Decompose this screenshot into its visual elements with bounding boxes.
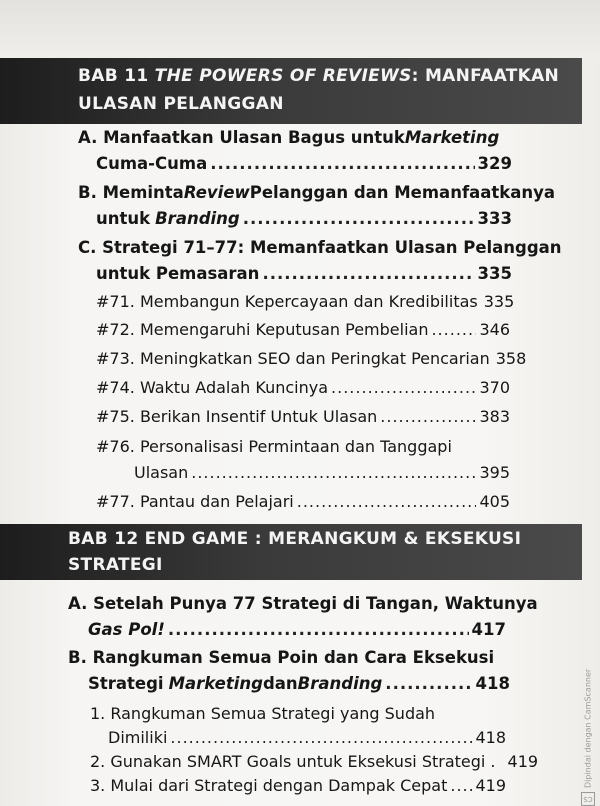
page-top-shadow	[0, 0, 600, 58]
toc-item-12-1-title[interactable]: 1. Rangkuman Semua Strategi yang Sudah	[90, 704, 436, 723]
toc-item-12-3[interactable]: 3. Mulai dari Strategi dengan Dampak Cepat ..... 419	[90, 776, 506, 795]
toc-item-76-entry[interactable]: Ulasan ..... 395	[134, 463, 510, 482]
section-a-title[interactable]: A. Manfaatkan Ulasan Bagus untuk Marketing	[78, 128, 500, 147]
toc-item-75[interactable]: #75. Berikan Insentif Untuk Ulasan ..... 383	[96, 407, 510, 426]
section-12b-title[interactable]: B. Rangkuman Semua Poin dan Cara Eksekusi	[68, 648, 495, 667]
section-b-entry[interactable]: untuk Branding ..... 333	[96, 209, 512, 228]
toc-item-12-2[interactable]: 2. Gunakan SMART Goals untuk Eksekusi Strategi . 419	[90, 752, 539, 771]
chapter-11-header	[0, 58, 582, 124]
toc-item-12-1-entry[interactable]: Dimiliki ..... 418	[108, 728, 506, 747]
section-a-entry[interactable]: Cuma-Cuma ..... 329	[96, 154, 512, 173]
chapter-11-title-line2: ULASAN PELANGGAN	[78, 94, 284, 114]
camscanner-watermark: CS Dipindai dengan CamScanner	[579, 608, 597, 806]
section-12a-title[interactable]: A. Setelah Punya 77 Strategi di Tangan, Waktunya	[68, 594, 538, 613]
section-c-entry[interactable]: untuk Pemasaran ..... 335	[96, 264, 512, 283]
chapter-11-title-line1: BAB 11 THE POWERS OF REVIEWS: MANFAATKAN	[78, 66, 560, 86]
toc-item-74[interactable]: #74. Waktu Adalah Kuncinya ..... 370	[96, 378, 510, 397]
section-12b-entry[interactable]: Strategi Marketing dan Branding ..... 418	[88, 674, 510, 693]
toc-item-71[interactable]: #71. Membangun Kepercayaan dan Kredibilitas 335	[96, 292, 515, 311]
chapter-12-header	[0, 524, 582, 580]
camscanner-logo-icon: CS	[581, 792, 595, 806]
toc-item-77[interactable]: #77. Pantau dan Pelajari ..... 405	[96, 492, 510, 511]
section-b-title[interactable]: B. Meminta Review Pelanggan dan Memanfaatkanya	[78, 183, 556, 202]
toc-item-72[interactable]: #72. Memengaruhi Keputusan Pembelian ..... 346	[96, 320, 510, 339]
section-12a-entry[interactable]: Gas Pol! ..... 417	[88, 620, 506, 639]
chapter-12-title-line1: BAB 12 END GAME : MERANGKUM & EKSEKUSI	[68, 529, 522, 549]
toc-item-73[interactable]: #73. Meningkatkan SEO dan Peringkat Pencarian 358	[96, 349, 527, 368]
section-c-title[interactable]: C. Strategi 71–77: Memanfaatkan Ulasan Pelanggan	[78, 238, 562, 257]
chapter-12-title-line2: STRATEGI	[68, 555, 163, 575]
toc-item-76-title[interactable]: #76. Personalisasi Permintaan dan Tanggapi	[96, 437, 452, 456]
